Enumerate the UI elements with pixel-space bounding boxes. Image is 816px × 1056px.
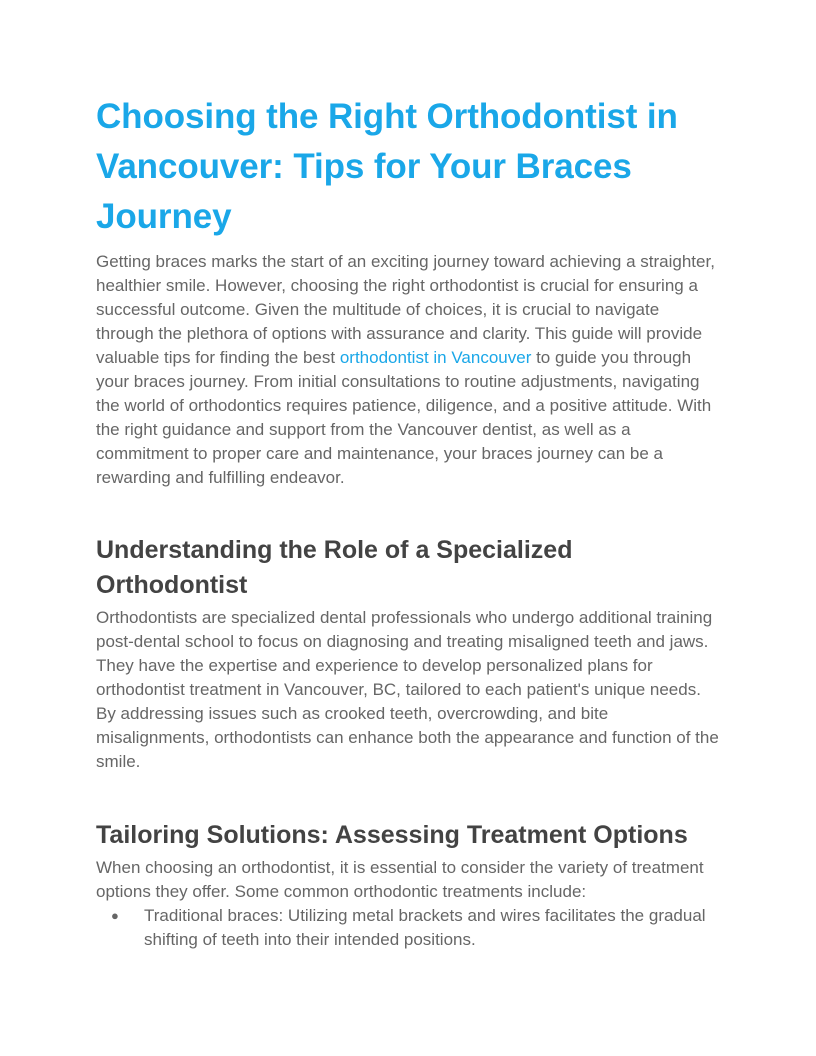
treatment-options-list [96,904,720,952]
intro-text-before-link: Getting braces marks the start of an exciting journey toward achieving a straighter, healthier smile. However, choosing the right orthodontist is crucial for ensuring a successful outcome. Given the multitude of choices, it is crucial to navigate through the plethora of options with assurance and clarity. This guide will provide valuable tips for finding the best [96,252,715,367]
bullet-icon: ● [111,908,119,923]
orthodontist-vancouver-link[interactable]: orthodontist in Vancouver [339,348,532,367]
document-title: Choosing the Right Orthodontist in Vancouver: Tips for Your Braces Journey [96,97,678,236]
section-body-treatment-options: When choosing an orthodontist, it is essential to consider the variety of treatment options they offer. Some common orthodontic treatments include: [96,858,704,901]
list-item [96,904,720,952]
section-body-role: Orthodontists are specialized dental professionals who undergo additional training post-dental school to focus on diagnosing and treating misaligned teeth and jaws. They have the expertise and experience to develop personalized plans for orthodontist treatment in Vancouver, BC, tailored to each patient's unique needs. By addressing issues such as crooked teeth, overcrowding, and bite misalignments, orthodontists can enhance both the appearance and function of the smile. [96,608,719,771]
document-page [96,92,720,952]
list-item-text: Traditional braces: Utilizing metal brackets and wires facilitates the gradual shifting of teeth into their intended positions. [144,906,706,949]
intro-text-after-link: to guide you through your braces journey. From initial consultations to routine adjustments, navigating the world of orthodontics requires patience, diligence, and a positive attitude. With the right guidance and support from the Vancouver dentist, as well as a commitment to proper care and maintenance, your braces journey can be a rewarding and fulfilling endeavor. [96,348,712,487]
section-heading-treatment-options: Tailoring Solutions: Assessing Treatment Options [96,821,688,849]
intro-paragraph [96,250,720,490]
section-heading-role: Understanding the Role of a Specialized Orthodontist [96,536,573,599]
